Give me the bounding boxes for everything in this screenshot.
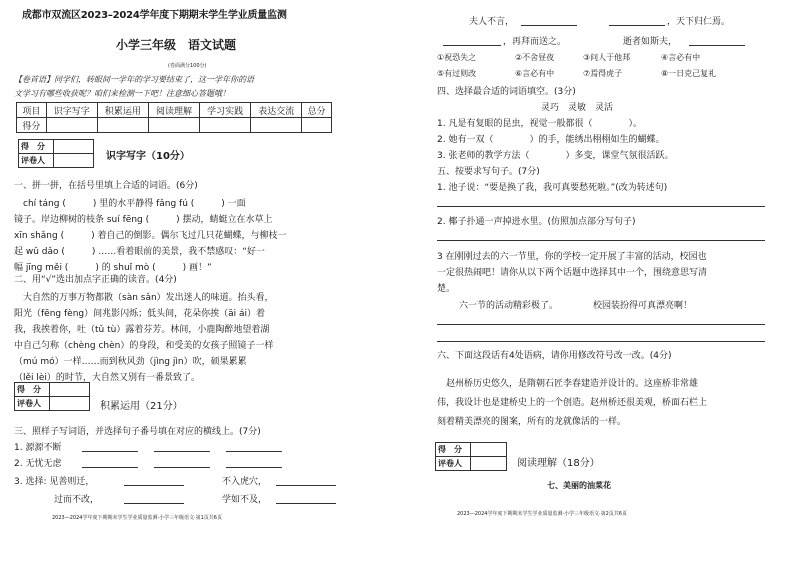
- q6-line: 伟，我设计也是建桥史上的一个创造。赵州桥还很美观，桥面石栏上: [437, 398, 708, 408]
- q5-3-line-2: 一定很热闹吧！请你从以下两个话题中选择其中一个，围绕意思写清: [437, 268, 708, 278]
- page-footer: 2023—2024学年度下期期末学生学业质量监测·小学三年级语文·第2页共6页: [457, 511, 627, 517]
- q3-right-1: 不入虎穴，: [222, 477, 268, 487]
- page-footer: 2023—2024学年度下期期末学生学业质量监测·小学三年级语文·第1页共6页: [52, 515, 222, 521]
- option: ⑦焉得虎子: [583, 69, 623, 78]
- score-cell[interactable]: [200, 118, 251, 133]
- grader-score-label: 得 分: [15, 383, 50, 397]
- exam-subtitle: 小学三年级 语文试题: [116, 38, 237, 52]
- score-header-reading: 阅读理解: [148, 103, 199, 118]
- score-header-expression: 表达交流: [251, 103, 302, 118]
- answer-line[interactable]: [521, 25, 577, 26]
- q2-line: （mú mó）一样……而到秋风劲（jìng jìn）吹，硕果累累: [14, 357, 247, 367]
- option: ①祝恐失之: [437, 53, 477, 62]
- score-row-label: 得分: [17, 118, 47, 133]
- fill-line-1a: 夫人不言，: [469, 17, 515, 27]
- q1-line: 幅 jīng měi ( ) 的 shuǐ mò ( ) 画！”: [14, 263, 212, 273]
- q5-1: 1. 池子说：“要是换了我，我可真要愁死啦。”(改为转述句): [437, 183, 668, 193]
- grader-reviewer-cell[interactable]: [471, 457, 507, 471]
- q3-item-2: 2. 无忧无虑: [14, 459, 62, 469]
- answer-line[interactable]: [437, 324, 765, 325]
- q5-2: 2. 椰子扑通一声掉进水里。(仿照加点部分写句子): [437, 217, 636, 227]
- q3-right-2: 学如不及，: [222, 495, 268, 505]
- q3-item-1: 1. 源源不断: [14, 443, 62, 453]
- exam-page-2: [397, 0, 794, 561]
- grader-reviewer-cell[interactable]: [50, 397, 90, 411]
- notice-line-2: 文学习有哪些收获呢？咱们来检测一下吧！注意细心答题哦！: [14, 89, 230, 98]
- grader-score-cell[interactable]: [471, 443, 507, 457]
- q2-line: 我，我挨着你，吐（tǔ tù）露着芬芳。林间，小鹿陶醉地望着湖: [14, 325, 270, 335]
- notice-line-1: 【卷首语】同学们，转眼间一学年的学习要结束了，这一学年你的语: [14, 75, 254, 84]
- answer-line[interactable]: [276, 503, 336, 504]
- answer-line[interactable]: [82, 451, 138, 452]
- score-cell[interactable]: [97, 118, 148, 133]
- answer-line[interactable]: [124, 503, 184, 504]
- grader-score-label: 得 分: [436, 443, 471, 457]
- q1-line: 镜子。岸边柳树的枝条 suí fēng ( ) 摆动，蜻蜓立在水草上: [14, 215, 273, 225]
- grader-score-label: 得 分: [19, 140, 54, 154]
- q1-line: xīn shǎng ( ) 着自己的倒影。偶尔飞过几只花蝴蝶，与柳枝一: [14, 231, 287, 241]
- score-cell[interactable]: [302, 118, 332, 133]
- option: ③问人于他邦: [583, 53, 631, 62]
- answer-line[interactable]: [276, 485, 336, 486]
- exam-title: 成都市双流区2023–2024学年度下期期末学生学业质量监测: [22, 10, 287, 21]
- score-header-practice: 学习实践: [200, 103, 251, 118]
- q3-item-4: 过而不改，: [54, 495, 100, 505]
- q3-item-3: 3. 选择: 见善则迁，: [14, 477, 95, 487]
- q5-3-topic-1: 六一节的活动精彩极了。: [459, 301, 559, 311]
- q5-3-topic-2: 校园装扮得可真漂亮啊！: [593, 301, 693, 311]
- score-cell[interactable]: [46, 118, 97, 133]
- q2-line: 中自己匀称（chèng chèn）的身段，和受美的女孩子照镜子一样: [14, 341, 274, 351]
- fill-line-2b: 逝者如斯夫，: [623, 37, 678, 47]
- q5-3-line-1: 3 在刚刚过去的六一节里，你的学校一定开展了丰富的活动，校园也: [437, 252, 707, 262]
- answer-line[interactable]: [689, 45, 745, 46]
- score-cell[interactable]: [148, 118, 199, 133]
- option: ⑥言必有中: [515, 69, 555, 78]
- grader-reviewer-label: 评卷人: [15, 397, 50, 411]
- q2-line: 阳光（fēng fèng）间兆影闪烁；低头间，花朵你挨（āi ái）着: [14, 309, 265, 319]
- q6-line: 赵州桥历史悠久，是隋朝石匠李春建造并设计的。这座桥非常雄: [437, 379, 699, 389]
- answer-line[interactable]: [609, 25, 665, 26]
- option: ⑧一日克己复礼: [661, 69, 717, 78]
- section-accumulation-title: 积累运用（21分）: [100, 401, 183, 412]
- answer-line[interactable]: [82, 467, 138, 468]
- score-header-item: 项目: [17, 103, 47, 118]
- answer-line[interactable]: [124, 485, 184, 486]
- fill-line-1b: ，天下归仁焉。: [667, 17, 731, 27]
- q2-title: 二、用“√”选出加点字正确的读音。(4分): [14, 275, 177, 285]
- section-literacy-title: 识字写字（10分）: [106, 151, 190, 162]
- answer-line[interactable]: [443, 45, 501, 46]
- q4-item: 3. 张老师的教学方法（ ）多变，课堂气氛很活跃。: [437, 151, 674, 161]
- answer-line[interactable]: [437, 240, 765, 241]
- grader-reviewer-label: 评卷人: [19, 154, 54, 168]
- score-header-accumulation: 积累运用: [97, 103, 148, 118]
- q4-item: 1. 凡是有复眼的昆虫，视觉一般都很（ ）。: [437, 119, 642, 129]
- q4-title: 四、选择最合适的词语填空。(3分): [437, 87, 576, 97]
- q2-line: （lěi lèi）的时节，大自然又别有一番景致了。: [14, 373, 200, 383]
- q6-title: 六、下面这段话有4处语病，请你用修改符号改一改。(4分): [437, 351, 672, 361]
- q1-title: 一、拼一拼，在括号里填上合适的词语。(6分): [14, 181, 198, 191]
- section-reading-title: 阅读理解（18分）: [517, 458, 600, 469]
- grader-reviewer-label: 评卷人: [436, 457, 471, 471]
- grader-box-1: [18, 139, 94, 168]
- q4-item: 2. 她有一双（ ）的手，能绣出栩栩如生的蝴蝶。: [437, 135, 665, 145]
- q1-line: 起 wǔ dǎo ( ) ……看着眼前的美景，我不禁感叹：“好一: [14, 247, 265, 257]
- q3-title: 三、照样子写词语，并选择句子番号填在对应的横线上。(7分): [14, 427, 261, 437]
- score-header-total: 总分: [302, 103, 332, 118]
- grader-box-3: [435, 442, 507, 471]
- option: ②不舍昼夜: [515, 53, 555, 62]
- grader-box-2: [14, 382, 90, 411]
- answer-line[interactable]: [437, 206, 765, 207]
- grader-score-cell[interactable]: [50, 383, 90, 397]
- q6-line: 刻着精美漂亮的图案，所有的龙就像活的一样。: [437, 417, 627, 427]
- fill-line-2a: ，再拜而送之。: [503, 37, 567, 47]
- answer-line[interactable]: [154, 451, 210, 452]
- answer-line[interactable]: [226, 451, 282, 452]
- q2-line: 大自然的万事万物都散（sàn sǎn）发出迷人的味道。抬头看，: [14, 293, 274, 303]
- q1-line: chí táng ( ) 里的水平静得 fǎng fú ( ) 一面: [14, 199, 246, 209]
- answer-line[interactable]: [437, 341, 765, 342]
- answer-line[interactable]: [154, 467, 210, 468]
- q4-word-bank: 灵巧 灵敏 灵活: [541, 103, 614, 113]
- score-cell[interactable]: [251, 118, 302, 133]
- total-score-note: (卷面满分100分): [168, 63, 207, 69]
- q5-3-line-3: 楚。: [437, 284, 456, 294]
- score-table: [16, 102, 332, 133]
- grader-reviewer-cell[interactable]: [54, 154, 94, 168]
- grader-score-cell[interactable]: [54, 140, 94, 154]
- option: ④言必有中: [661, 53, 701, 62]
- option: ⑤有过则改: [437, 69, 477, 78]
- q7-title: 七、美丽的油菜花: [547, 481, 611, 490]
- answer-line[interactable]: [226, 467, 282, 468]
- q5-title: 五、按要求写句子。(7分): [437, 167, 540, 177]
- score-header-literacy: 识字写字: [46, 103, 97, 118]
